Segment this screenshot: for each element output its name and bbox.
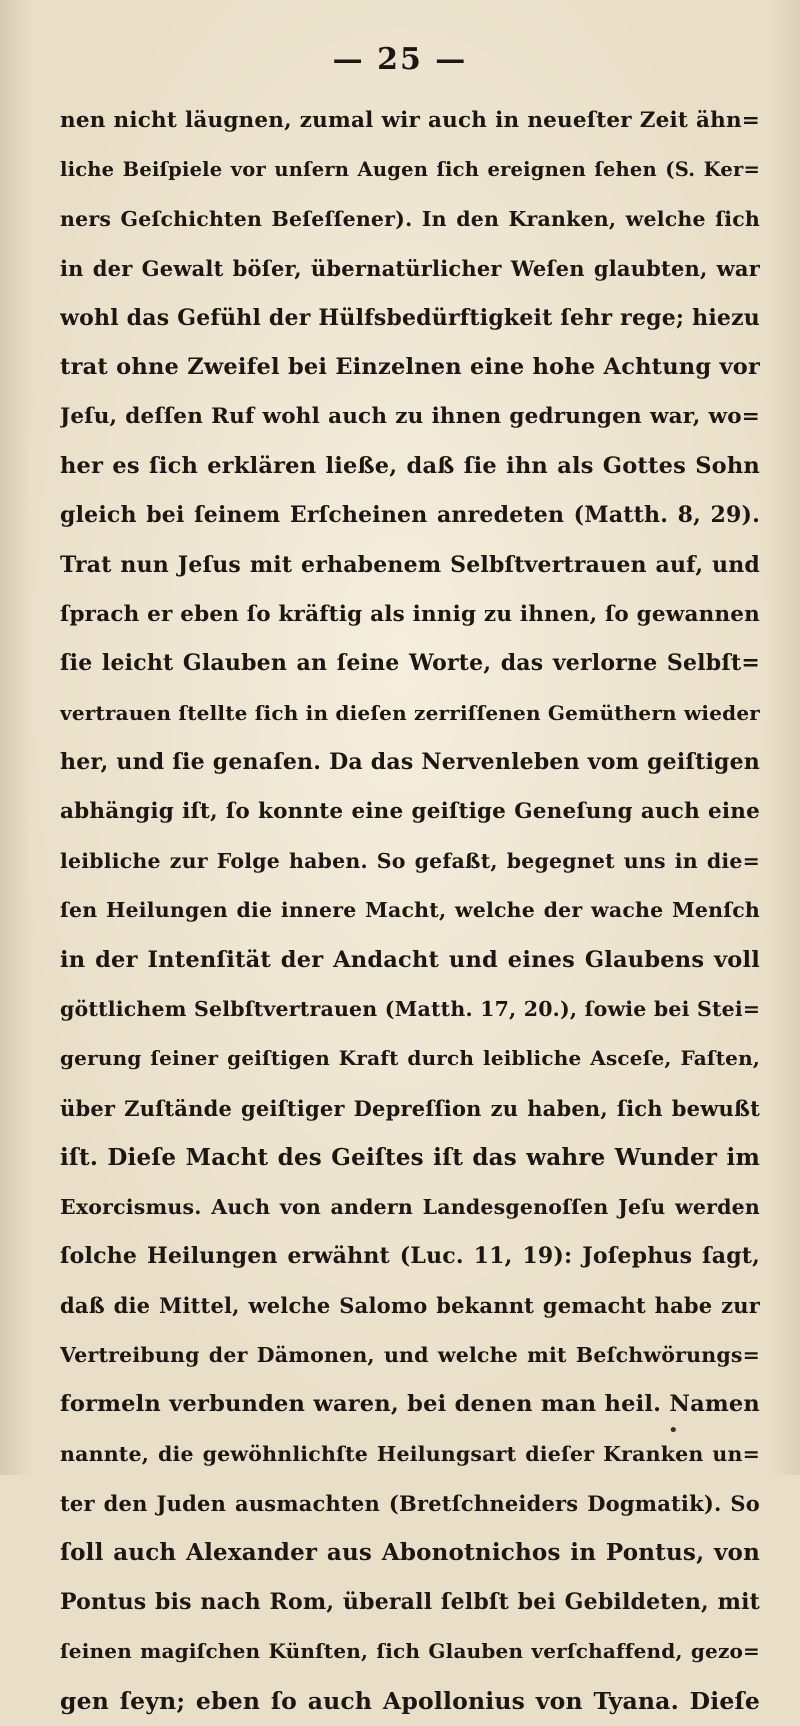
text-line: vertrauen ſtellte ſich in dieſen zerriſſenen Gemüthern wieder [60, 700, 760, 725]
text-line: leibliche zur Folge haben. So gefaßt, begegnet uns in die= [60, 848, 760, 873]
text-line: Exorcismus. Auch von andern Landesgenoſſen Jeſu werden [60, 1194, 760, 1219]
text-line: gleich bei ſeinem Erſcheinen anredeten (Matth. 8, 29). [60, 502, 760, 529]
page-number: — 25 — [332, 42, 468, 77]
text-line: abhängig iſt, ſo konnte eine geiſtige Geneſung auch eine [60, 799, 760, 825]
text-line: formeln verbunden waren, bei denen man heil. Namen [60, 1391, 760, 1418]
text-line: Vertreibung der Dämonen, und welche mit Beſchwörungs= [60, 1342, 760, 1367]
text-line: nannte, die gewöhnlichſte Heilungsart dieſer Kranken un= [60, 1441, 760, 1466]
text-line: ſen Heilungen die innere Macht, welche der wache Menſch [60, 898, 760, 923]
text-line: gerung ſeiner geiſtigen Kraft durch leibliche Asceſe, Faſten, [60, 1046, 760, 1071]
text-line: Jeſu, deſſen Ruf wohl auch zu ihnen gedrungen war, wo= [60, 404, 760, 430]
text-line: Trat nun Jeſus mit erhabenem Selbſtvertrauen auf, und [60, 551, 760, 578]
text-line: ſie leicht Glauben an ſeine Worte, das verlorne Selbſt= [60, 650, 760, 677]
body-text [60, 96, 760, 1726]
text-line: ſeinen magiſchen Künſten, ſich Glauben verſchaffend, gezo= [60, 1639, 760, 1664]
text-line: ſprach er eben ſo kräftig als innig zu ihnen, ſo gewannen [60, 601, 760, 627]
text-line: nen nicht läugnen, zumal wir auch in neueſter Zeit ähn= [60, 108, 760, 133]
text-line: daß die Mittel, welche Salomo bekannt gemacht habe zur [60, 1293, 760, 1319]
text-line: her, und ſie genaſen. Da das Nervenleben vom geiſtigen [60, 749, 760, 776]
text-line: in der Gewalt böſer, übernatürlicher Weſen glaubten, war [60, 256, 760, 282]
text-line: her es ſich erklären ließe, daß ſie ihn als Gottes Sohn [60, 452, 760, 479]
text-line: göttlichem Selbſtvertrauen (Matth. 17, 20.), ſowie bei Stei= [60, 997, 760, 1022]
text-line: liche Beiſpiele vor unſern Augen ſich ereignen ſehen (S. Ker= [60, 158, 760, 182]
text-line: ter den Juden ausmachten (Bretſchneiders Dogmatik). So [60, 1490, 760, 1516]
text-line: gen ſeyn; eben ſo auch Apollonius von Tyana. Dieſe [60, 1686, 760, 1715]
text-line: trat ohne Zweifel bei Einzelnen eine hohe Achtung vor [60, 353, 760, 380]
text-line: in der Intenſität der Andacht und eines Glaubens voll [60, 946, 760, 973]
text-line: ſolche Heilungen erwähnt (Luc. 11, 19): Joſephus ſagt, [60, 1242, 760, 1269]
text-line: wohl das Gefühl der Hülfsbedürftigkeit ſehr rege; hiezu [60, 304, 760, 331]
text-line: iſt. Dieſe Macht des Geiſtes iſt das wahre Wunder im [60, 1144, 760, 1172]
text-line: über Zuſtände geiſtiger Depreſſion zu haben, ſich bewußt [60, 1095, 760, 1121]
text-line: ſoll auch Alexander aus Abonotnichos in Pontus, von [60, 1539, 760, 1567]
text-line: Pontus bis nach Rom, überall ſelbſt bei Gebildeten, mit [60, 1588, 760, 1615]
text-line: ners Geſchichten Beſeſſener). In den Kranken, welche ſich [60, 206, 760, 231]
footer-mark: • [668, 1420, 679, 1441]
